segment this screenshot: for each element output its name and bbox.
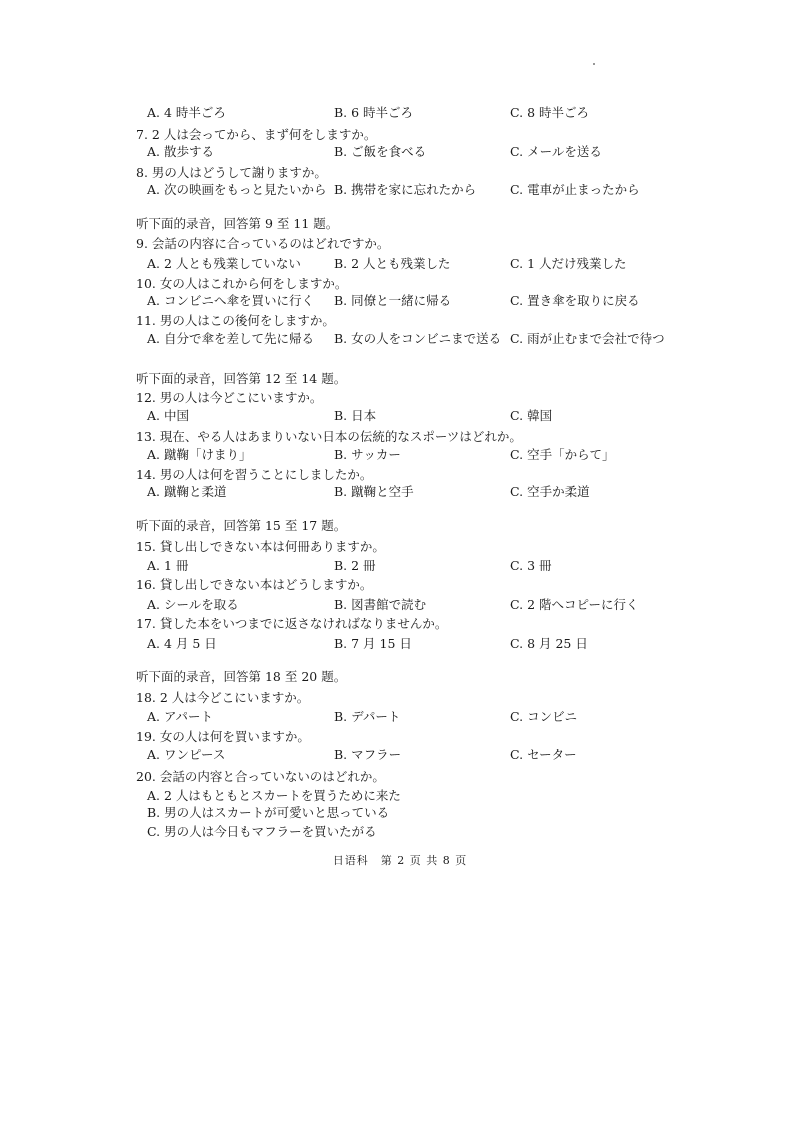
question-text: 20. 会話の内容と合っていないのはどれか。: [136, 769, 385, 784]
option-row: [0, 745, 800, 765]
option-row: [0, 180, 800, 200]
page-number-text: 日语科 第 2 页 共 8 页: [332, 854, 468, 867]
option-row: [0, 142, 800, 162]
question-text: 17. 貸した本をいつまでに返さなければなりませんか。: [136, 616, 448, 631]
option-a: A. 次の映画をもっと見たいから: [147, 182, 327, 197]
question-row: [0, 234, 800, 254]
option-a: A. 4 時半ごろ: [147, 105, 226, 120]
option-row: [0, 595, 800, 615]
question-text: 9. 会話の内容に合っているのはどれですか。: [136, 236, 390, 251]
question-text: 19. 女の人は何を買いますか。: [136, 729, 310, 744]
option-a: A. コンビニへ傘を買いに行く: [147, 293, 314, 308]
option-row: [0, 329, 800, 349]
option-c: C. 空手か柔道: [510, 484, 590, 499]
option-b: B. 同僚と一緒に帰る: [334, 293, 452, 308]
option-b: B. 7 月 15 日: [334, 636, 412, 651]
scan-speck: [593, 63, 595, 65]
option-a: A. シールを取る: [147, 597, 239, 612]
option-text: A. 2 人はもともとスカートを買うために来た: [147, 788, 401, 803]
question-row: [0, 727, 800, 747]
option-b: B. 蹴鞠と空手: [334, 484, 414, 499]
option-a: A. 散歩する: [147, 144, 214, 159]
option-a: A. 1 冊: [147, 558, 189, 573]
option-row: [0, 103, 800, 123]
option-a: A. 2 人とも残業していない: [147, 256, 301, 271]
question-row: [0, 427, 800, 447]
question-text: 7. 2 人は会ってから、まず何をしますか。: [136, 127, 377, 142]
question-text: 14. 男の人は何を習うことにしましたか。: [136, 467, 373, 482]
question-row: [0, 575, 800, 595]
question-row: [0, 688, 800, 708]
question-text: 10. 女の人はこれから何をしますか。: [136, 276, 348, 291]
option-row: [0, 556, 800, 576]
option-b: B. 携帯を家に忘れたから: [334, 182, 477, 197]
option-b: B. 2 冊: [334, 558, 376, 573]
option-c: C. 8 月 25 日: [510, 636, 588, 651]
section-heading: 听下面的录音，回答第 9 至 11 题。: [136, 216, 339, 231]
question-row: [0, 614, 800, 634]
section-heading-row: [0, 214, 800, 234]
option-b: B. ご飯を食べる: [334, 144, 427, 159]
section-heading: 听下面的录音，回答第 15 至 17 题。: [136, 518, 347, 533]
option-c: C. 1 人だけ残業した: [510, 256, 627, 271]
page-footer: [0, 852, 800, 868]
option-row: [0, 291, 800, 311]
option-text: B. 男の人はスカートが可愛いと思っている: [147, 805, 390, 820]
section-heading-row: [0, 369, 800, 389]
option-b: B. デパート: [334, 709, 401, 724]
option-c: C. 電車が止まったから: [510, 182, 640, 197]
question-row: [0, 537, 800, 557]
option-a: A. 蹴鞠と柔道: [147, 484, 227, 499]
option-row: [0, 634, 800, 654]
question-text: 8. 男の人はどうして謝りますか。: [136, 165, 327, 180]
option-b: B. サッカー: [334, 447, 401, 462]
option-a: A. 4 月 5 日: [147, 636, 217, 651]
option-a: A. ワンピース: [147, 747, 226, 762]
option-c: C. 雨が止むまで会社で待つ: [510, 331, 665, 346]
question-row: [0, 767, 800, 787]
question-text: 12. 男の人は今どこにいますか。: [136, 390, 323, 405]
question-row: [0, 311, 800, 331]
question-text: 18. 2 人は今どこにいますか。: [136, 690, 310, 705]
option-b: B. 日本: [334, 408, 377, 423]
question-text: 16. 貸し出しできない本はどうしますか。: [136, 577, 373, 592]
option-c: C. メールを送る: [510, 144, 602, 159]
option-row: [0, 707, 800, 727]
option-a: A. 自分で傘を差して先に帰る: [147, 331, 314, 346]
option-b: B. 図書館で読む: [334, 597, 427, 612]
option-c: C. セーター: [510, 747, 577, 762]
question-text: 15. 貸し出しできない本は何冊ありますか。: [136, 539, 385, 554]
option-text: C. 男の人は今日もマフラーを買いたがる: [147, 824, 377, 839]
option-row: [0, 482, 800, 502]
section-heading: 听下面的录音，回答第 18 至 20 题。: [136, 669, 347, 684]
question-text: 13. 現在、やる人はあまりいない日本の伝統的なスポーツはどれか。: [136, 429, 522, 444]
option-a: A. 中国: [147, 408, 189, 423]
option-row: [0, 803, 800, 823]
option-row: [0, 254, 800, 274]
option-row: [0, 822, 800, 842]
option-c: C. コンビニ: [510, 709, 578, 724]
question-text: 11. 男の人はこの後何をしますか。: [136, 313, 335, 328]
question-row: [0, 388, 800, 408]
option-row: [0, 406, 800, 426]
option-row: [0, 445, 800, 465]
section-heading-row: [0, 667, 800, 687]
option-c: C. 韓国: [510, 408, 553, 423]
option-b: B. 女の人をコンビニまで送る: [334, 331, 502, 346]
option-a: A. アパート: [147, 709, 213, 724]
option-c: C. 置き傘を取りに戻る: [510, 293, 640, 308]
option-b: B. 6 時半ごろ: [334, 105, 414, 120]
option-b: B. マフラー: [334, 747, 402, 762]
section-heading-row: [0, 516, 800, 536]
option-b: B. 2 人とも残業した: [334, 256, 451, 271]
option-c: C. 空手「からて」: [510, 447, 615, 462]
section-heading: 听下面的录音，回答第 12 至 14 题。: [136, 371, 347, 386]
option-c: C. 2 階へコピーに行く: [510, 597, 639, 612]
option-a: A. 蹴鞠「けまり」: [147, 447, 252, 462]
option-c: C. 8 時半ごろ: [510, 105, 589, 120]
option-c: C. 3 冊: [510, 558, 552, 573]
